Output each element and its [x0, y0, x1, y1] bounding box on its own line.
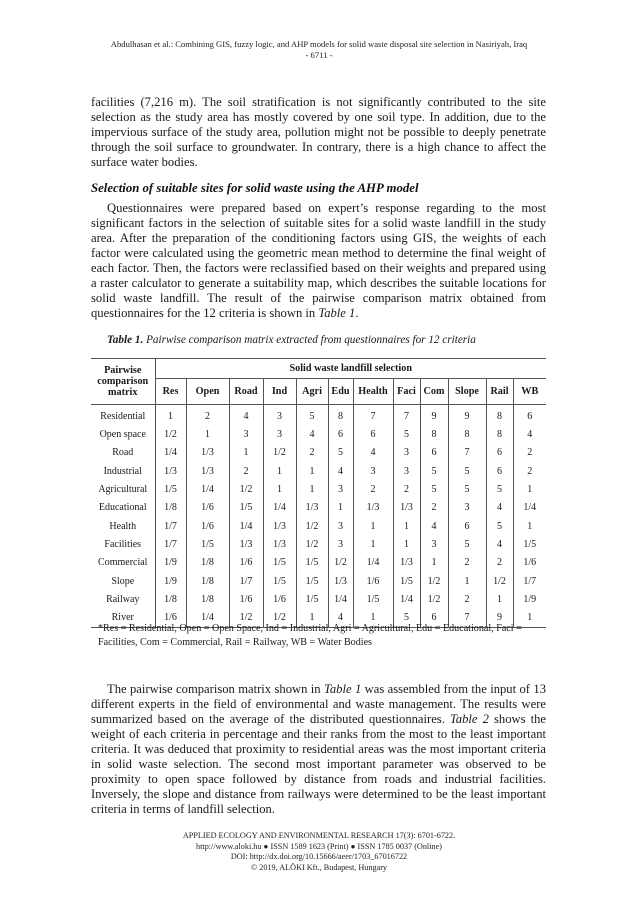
table-cell: 1/3 — [328, 572, 353, 590]
footer-journal: APPLIED ECOLOGY AND ENVIRONMENTAL RESEARCH 17(3): 6701-6722. — [182, 831, 456, 840]
table-cell: 1 — [296, 480, 328, 498]
table-row — [91, 572, 546, 590]
table-cell: 1/3 — [263, 517, 296, 535]
paragraph-2-end: . — [355, 306, 359, 320]
table-cell: 2 — [420, 499, 448, 517]
table-cell: 1/9 — [164, 575, 177, 587]
table-cell: 5 — [448, 480, 486, 498]
row-label: Agricultural — [91, 480, 155, 498]
table-header-group-row — [91, 359, 546, 379]
table-cell: 5 — [448, 535, 486, 553]
table-cell: 1/6 — [186, 499, 229, 517]
table-cell: 1/8 — [164, 594, 177, 606]
table-cell: 1/4 — [186, 609, 229, 628]
table-cell: 8 — [486, 425, 513, 443]
table-cell: 5 — [393, 425, 420, 443]
table-cell: 4 — [296, 425, 328, 443]
row-label: River — [91, 609, 155, 628]
table-cell: 1/4 — [353, 554, 393, 572]
footer-doi-link[interactable]: DOI: http://dx.doi.org/10.15666/aeer/1703_67016722 — [230, 852, 408, 862]
table-cell: 3 — [229, 425, 263, 443]
table-body — [91, 405, 546, 628]
table-cell: 1/3 — [263, 535, 296, 553]
table-row — [91, 480, 546, 498]
table-row — [91, 405, 546, 426]
table-cell: 1 — [448, 572, 486, 590]
table-cell: 4 — [229, 405, 263, 426]
row-label: Railway — [91, 590, 155, 608]
footer-issn: http://www.aloki.hu ● ISSN 1589 1623 (Print) ● ISSN 1785 0037 (Online) — [196, 841, 442, 851]
table-cell: 2 — [296, 444, 328, 462]
paragraph-2-text: Questionnaires were prepared based on expert’s response regarding to the most significant factors in the selection of suitable sites for a solid waste landfill in the study area. After the preparation of the conditioning factors using GIS, the weights of each factor were calculated using the geometric mean method to determine the final weight of each factor. Then, the factors were reclassified based on their weights and prepared using a raster calculator to generate a suitability map, which describes the suitable locations for solid waste landfill. The result of the pairwise comparison matrix obtained from questionnaires for the 12 criteria is shown in — [91, 201, 546, 320]
column-header: Health — [353, 379, 393, 405]
table-1-reference-link[interactable]: Table 1 — [324, 682, 362, 696]
pairwise-comparison-table — [91, 358, 546, 628]
table-cell: 8 — [486, 405, 513, 426]
table-cell: 1 — [328, 499, 353, 517]
table-cell: 9 — [486, 609, 513, 628]
table-cell: 2 — [393, 480, 420, 498]
table-cell: 8 — [328, 405, 353, 426]
table-cell: 1/2 — [296, 535, 328, 553]
table-cell: 1/4 — [328, 590, 353, 608]
table-cell: 1/7 — [164, 520, 177, 532]
row-label: Commercial — [91, 554, 155, 572]
table-cell: 1/6 — [155, 609, 186, 628]
table-cell: 2 — [448, 590, 486, 608]
table-row — [91, 499, 546, 517]
table-cell: 1/3 — [296, 499, 328, 517]
row-label: Slope — [91, 572, 155, 590]
table-cell: 1 — [168, 410, 173, 422]
table-cell: 9 — [448, 405, 486, 426]
page-footer — [0, 831, 638, 873]
table-cell: 1/2 — [296, 517, 328, 535]
table-cell: 1/6 — [353, 572, 393, 590]
table-cell: 1/3 — [164, 465, 177, 477]
table-cell: 1/4 — [513, 499, 546, 517]
row-label: Health — [91, 517, 155, 535]
paragraph-3 — [91, 682, 546, 817]
table-cell: 8 — [420, 425, 448, 443]
column-header: Agri — [296, 379, 328, 405]
table-cell: 3 — [263, 405, 296, 426]
row-label: Road — [91, 444, 155, 462]
table-cell: 7 — [448, 444, 486, 462]
column-header: Open — [186, 379, 229, 405]
column-header: Ind — [263, 379, 296, 405]
corner-header: Pairwise comparison matrix — [91, 359, 155, 405]
table-cell: 1/2 — [486, 572, 513, 590]
table-footnote: *Res = Residential, Open = Open Space, Ind = Industrial, Agri = Agricultural, Edu = Educational, Faci = Facilities, Com = Commercial, Rail = Railway, WB = Water Bodies — [98, 623, 522, 648]
table-cell: 1/5 — [186, 535, 229, 553]
table-row — [91, 517, 546, 535]
table-cell: 1 — [263, 462, 296, 480]
row-label: Facilities — [91, 535, 155, 553]
paragraph-2 — [91, 201, 546, 321]
column-header: Slope — [448, 379, 486, 405]
table-row — [91, 444, 546, 462]
section-heading: Selection of suitable sites for solid waste using the AHP model — [91, 181, 419, 195]
page-number: - 6711 - — [305, 50, 333, 60]
paragraph-3-text: was assembled from the input of 13 different experts in the field of environmental and waste management. The results were summarized based on the average of the distributed questionnaires. — [91, 682, 546, 726]
table-cell: 1 — [393, 517, 420, 535]
table-cell: 1/2 — [420, 572, 448, 590]
table-cell: 2 — [513, 462, 546, 480]
table-header-columns-row — [91, 379, 546, 405]
table-row — [91, 535, 546, 553]
table-cell: 1/5 — [263, 554, 296, 572]
table-row — [91, 425, 546, 443]
table-caption-text: Pairwise comparison matrix extracted from questionnaires for 12 criteria — [143, 334, 476, 346]
table-cell: 1/2 — [328, 554, 353, 572]
table-cell: 2 — [486, 554, 513, 572]
table-cell: 1/8 — [164, 502, 177, 514]
table-cell: 5 — [393, 609, 420, 628]
table-cell: 1/4 — [263, 499, 296, 517]
table-cell: 1/5 — [393, 572, 420, 590]
table-cell: 1/4 — [393, 590, 420, 608]
table-row — [91, 590, 546, 608]
table-cell: 1/2 — [420, 590, 448, 608]
table-cell: 3 — [328, 517, 353, 535]
running-head — [0, 39, 638, 61]
table-cell: 1/8 — [186, 572, 229, 590]
table-cell: 1/3 — [186, 444, 229, 462]
row-label: Open space — [91, 425, 155, 443]
table-cell: 4 — [328, 462, 353, 480]
table-cell: 1/7 — [513, 572, 546, 590]
column-header: Faci — [393, 379, 420, 405]
table-cell: 1/4 — [164, 447, 177, 459]
table-cell: 6 — [486, 462, 513, 480]
paragraph-pairwise-results — [91, 682, 546, 817]
column-header: WB — [513, 379, 546, 405]
table-cell: 1 — [186, 425, 229, 443]
table-cell: 1 — [486, 590, 513, 608]
table-cell: 2 — [513, 444, 546, 462]
table-cell: 6 — [486, 444, 513, 462]
table-cell: 7 — [353, 405, 393, 426]
table-cell: 1 — [513, 609, 546, 628]
table-cell: 1/9 — [513, 590, 546, 608]
table-cell: 6 — [420, 444, 448, 462]
table-cell: 8 — [448, 425, 486, 443]
table-cell: 9 — [420, 405, 448, 426]
table-cell: 5 — [328, 444, 353, 462]
table-cell: 4 — [328, 609, 353, 628]
table-cell: 7 — [393, 405, 420, 426]
table-cell: 1/6 — [186, 517, 229, 535]
table-cell: 4 — [486, 499, 513, 517]
table-cell: 1/8 — [186, 554, 229, 572]
table-cell: 1 — [420, 554, 448, 572]
table-caption-label: Table 1. — [107, 334, 144, 346]
table-cell: 5 — [420, 480, 448, 498]
table-cell: 1/7 — [229, 572, 263, 590]
table-row — [91, 554, 546, 572]
table-cell: 1/2 — [229, 480, 263, 498]
table-cell: 6 — [420, 609, 448, 628]
table-cell: 6 — [448, 517, 486, 535]
table-cell: 1/3 — [393, 554, 420, 572]
table-cell: 1/3 — [353, 499, 393, 517]
table-cell: 4 — [420, 517, 448, 535]
table-cell: 1/2 — [263, 444, 296, 462]
column-header: Com — [420, 379, 448, 405]
table-cell: 1/2 — [229, 609, 263, 628]
table-cell: 5 — [296, 405, 328, 426]
table-cell: 5 — [420, 462, 448, 480]
table-cell: 6 — [513, 405, 546, 426]
row-label: Industrial — [91, 462, 155, 480]
column-header: Rail — [486, 379, 513, 405]
table-cell: 1/2 — [263, 609, 296, 628]
paragraph-soil-stratification — [91, 95, 546, 170]
table-cell: 3 — [393, 444, 420, 462]
table-cell: 1 — [229, 444, 263, 462]
table-cell: 2 — [448, 554, 486, 572]
running-head-title: Abdulhasan et al.: Combining GIS, fuzzy logic, and AHP models for solid waste disposal site selection in Nasiriyah, Iraq — [110, 39, 528, 49]
table-cell: 1/6 — [229, 554, 263, 572]
table-cell: 4 — [353, 444, 393, 462]
table-cell: 1/5 — [263, 572, 296, 590]
paragraph-questionnaires — [91, 201, 546, 321]
table-cell: 1/5 — [164, 484, 177, 496]
table-cell: 1 — [513, 480, 546, 498]
column-header: Res — [155, 379, 186, 405]
table-cell: 3 — [263, 425, 296, 443]
column-header: Edu — [328, 379, 353, 405]
table-cell: 1/5 — [296, 572, 328, 590]
table-cell: 3 — [448, 499, 486, 517]
table-cell: 1/5 — [353, 590, 393, 608]
column-header: Road — [229, 379, 263, 405]
table-cell: 3 — [393, 462, 420, 480]
table-cell: 1/4 — [229, 517, 263, 535]
table-cell: 3 — [328, 480, 353, 498]
row-label: Residential — [91, 405, 155, 426]
table-cell: 1/3 — [229, 535, 263, 553]
table-cell: 3 — [353, 462, 393, 480]
table-cell: 1 — [353, 535, 393, 553]
table-cell: 1 — [393, 535, 420, 553]
row-label: Educational — [91, 499, 155, 517]
table-cell: 1/2 — [164, 429, 177, 441]
table-cell: 6 — [353, 425, 393, 443]
table-cell: 1/7 — [164, 539, 177, 551]
table-cell: 1/6 — [263, 590, 296, 608]
table-cell: 1/5 — [296, 590, 328, 608]
table-cell: 6 — [328, 425, 353, 443]
table-cell: 2 — [353, 480, 393, 498]
group-header: Solid waste landfill selection — [155, 359, 546, 379]
table-cell: 4 — [513, 425, 546, 443]
table-cell: 1/3 — [393, 499, 420, 517]
paragraph-3-text: The pairwise comparison matrix shown in — [107, 682, 325, 696]
table-cell: 1/3 — [186, 462, 229, 480]
table-cell: 1/5 — [229, 499, 263, 517]
table-cell: 1/5 — [296, 554, 328, 572]
table-cell: 5 — [448, 462, 486, 480]
table-cell: 1 — [263, 480, 296, 498]
table-cell: 1/8 — [186, 590, 229, 608]
table-cell: 1 — [353, 609, 393, 628]
table-cell: 3 — [328, 535, 353, 553]
table-cell: 1/6 — [229, 590, 263, 608]
table-cell: 7 — [448, 609, 486, 628]
table-cell: 1/6 — [513, 554, 546, 572]
table-2-reference-link[interactable]: Table 2 — [449, 712, 489, 726]
paragraph-1-text: facilities (7,216 m). The soil stratification is not significantly contributed to the site selection as the study area has mostly covered by one soil type. In addition, due to the impervious surface of the study area, pollution might not be possible to deeply penetrate through the soil surface to groundwater. In contrary, there is a high chance to affect the surface water bodies. — [91, 95, 546, 169]
table-row — [91, 462, 546, 480]
table-cell: 1/9 — [164, 557, 177, 569]
footer-copyright: © 2019, ALÖKI Kft., Budapest, Hungary — [250, 862, 388, 872]
table-cell: 1 — [353, 517, 393, 535]
table-cell: 3 — [420, 535, 448, 553]
table-caption — [107, 334, 476, 346]
table-1-reference-link[interactable]: Table 1 — [318, 306, 356, 320]
table-cell: 1 — [296, 462, 328, 480]
table-cell: 4 — [486, 535, 513, 553]
table-cell: 5 — [486, 480, 513, 498]
table-cell: 1 — [513, 517, 546, 535]
table-cell: 2 — [229, 462, 263, 480]
table-cell: 5 — [486, 517, 513, 535]
table-cell: 1/5 — [513, 535, 546, 553]
table-cell: 1 — [296, 609, 328, 628]
paragraph-3-text: shows the weight of each criteria in percentage and their ranks from the most to the least important criteria. It was deduced that proximity to residential areas was the most important criteria in solid waste selection. The second most important parameter was observed to be proximity to open space followed by distance from roads and industrial facilities. Inversely, the slope and distance from railways were determined to be the least important criteria in terms of landfill selection. — [91, 712, 546, 816]
table-cell: 1/4 — [186, 480, 229, 498]
table-cell: 2 — [186, 405, 229, 426]
